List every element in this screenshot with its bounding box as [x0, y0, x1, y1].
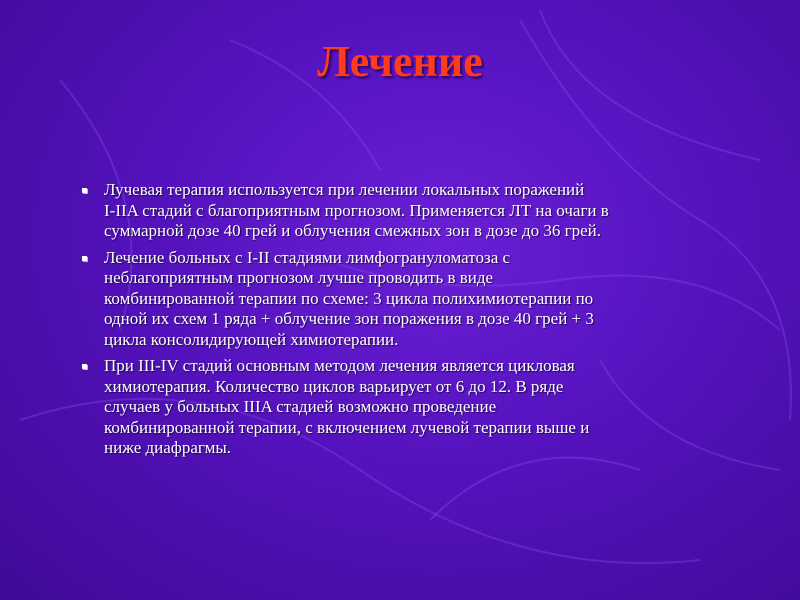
bullet-square-icon [82, 364, 87, 369]
bullet-square-icon [82, 188, 87, 193]
bullet-text: Лучевая терапия используется при лечении локальных поражений I-IIA стадий с благоприятным прогнозом. Применяется ЛТ на очаги в суммарной дозе 40 грей и облучения смежных зон в дозе до 36 грей. [104, 180, 609, 240]
bullet-square-icon [82, 256, 87, 261]
bullet-item [82, 356, 762, 459]
bullet-text: При III-IV стадий основным методом лечения является цикловая химиотерапия. Количество циклов варьирует от 6 до 12. В ряде случаев у больных IIIA стадией возможно проведение комбинированной терапии, с включением лучевой терапии выше и ниже диафрагмы. [104, 356, 590, 457]
bullet-text: Лечение больных с I-II стадиями лимфогрануломатоза с неблагоприятным прогнозом лучше проводить в виде комбинированной терапии по схеме: 3 цикла полихимиотерапии по одной их схем 1 ряда + облучение зон поражения в дозе 40 грей + 3 цикла консолидирующей химиотерапии. [104, 247, 594, 349]
bullet-item [82, 248, 762, 351]
slide-title: Лечение [317, 37, 483, 86]
bullet-item [82, 180, 762, 242]
bullet-list [82, 180, 762, 465]
